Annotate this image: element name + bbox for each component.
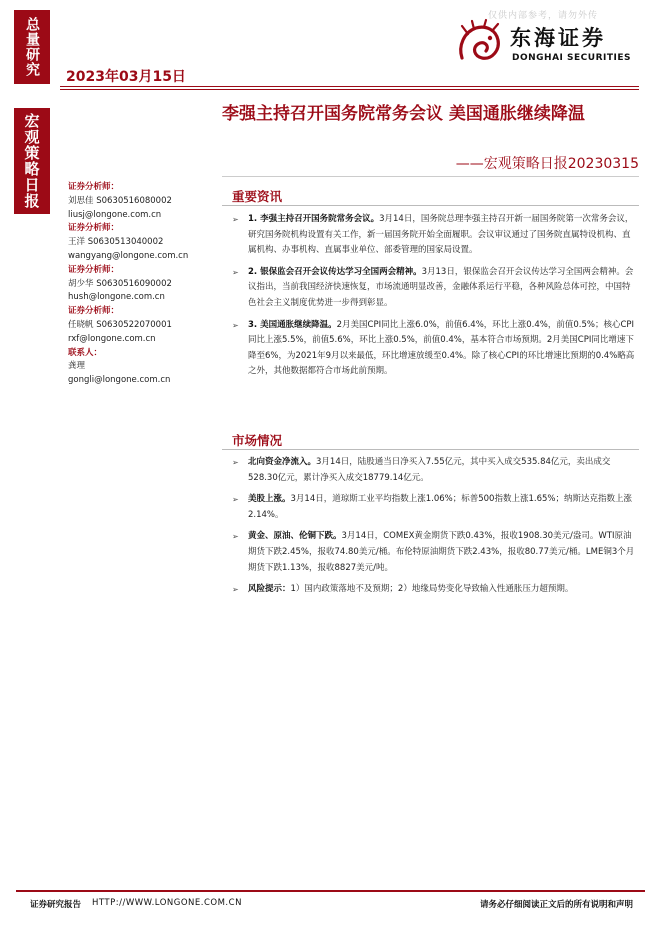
news-item-headline: 1. 李强主持召开国务院常务会议。 [248,214,380,224]
analyst-entry [68,264,218,305]
analyst-email[interactable]: rxf@longone.com.cn [68,333,156,344]
analyst-entry [68,305,218,346]
market-heading: 市场情况 [232,433,283,448]
contact-entry [68,347,218,388]
analyst-entry [68,181,218,222]
arrow-bullet-icon: ➢ [232,267,239,277]
news-list [232,212,638,386]
analyst-name: 胡少华 S0630516090002 [68,278,172,289]
watermark: 仅供内部参考，请勿外传 [488,11,599,21]
market-item-text: 3月14日，COMEX黄金期货下跌0.43%，报收1908.30美元/盎司。WTI原油期货下跌2.45%，报收74.80美元/桶。布伦特原油期货下跌2.43%，报收80.77美元/桶。LME铜3个月期货下跌1.13%，报收8827美元/吨。 [248,531,635,573]
market-item-headline: 美股上涨。 [248,494,291,505]
footer-disclaimer: 请务必仔细阅读正文后的所有说明和声明 [479,900,633,910]
subtitle-divider [222,176,639,177]
report-subtitle: ——宏观策略日报20230315 [455,156,639,172]
market-item-text: 3月14日，陆股通当日净买入7.55亿元，其中买入成交535.84亿元，卖出成交528.30亿元，累计净买入成交18779.14亿元。 [248,457,611,483]
analyst-role: 证券分析师： [68,182,120,192]
report-type-label: 宏观策略日报 [14,108,50,214]
news-item [232,318,638,380]
market-divider [222,449,639,450]
analyst-role: 证券分析师： [68,223,120,234]
dragon-logo-icon [454,18,504,68]
news-item-text: 3月13日，银保监会召开会议传达学习全国两会精神。会议指出，当前我国经济快速恢复，市场流通明显改善，金融体系运行平稳，各种风险总体可控，中国特色社会主义制度优势进一步得到彰显。 [248,266,634,308]
news-item-text: 3月14日，国务院总理李强主持召开新一届国务院第一次常务会议，研究国务院机构设置有关工作，新一届国务院开始全面履职。会议审议通过了国务院直属特设机构、直属机构、办事机构、直属事业单位、部委管理的国家局设置。 [248,214,634,256]
arrow-bullet-icon: ➢ [232,320,239,330]
page-title: 李强主持召开国务院常务会议 美国通胀继续降温 [222,104,585,124]
news-item-text: 2月美国CPI同比上涨6.0%，前值6.4%，环比上涨0.4%，前值0.5%；核心CPI同比上涨5.5%，前值5.6%，环比上涨0.5%，前值0.4%，基本符合市场预期。2月美国CPI同比增速下降至6%，为2021年9月以来最低，环比增速放缓至0.4%。除了核心CPI的环比增速比预期的0.4%略高之外，其他数据都符合市场此前预期。 [248,319,635,377]
analyst-role: 证券分析师： [68,306,120,317]
header-divider [60,89,639,90]
market-item-text: 3月14日，道琼斯工业平均指数上涨1.06%；标普500指数上涨1.65%；纳斯达克指数上涨2.14%。 [248,494,632,520]
report-date: 2023年03月15日 [66,69,186,85]
analyst-email[interactable]: hush@longone.com.cn [68,292,165,303]
market-item [232,455,638,486]
news-item [232,212,638,259]
analyst-entry [68,222,218,263]
market-item-headline: 黄金、原油、伦铜下跌。 [248,531,342,542]
header-divider [60,86,639,87]
brand-name: 东海证券 [510,26,606,50]
market-item [232,492,638,523]
risk-item-headline: 风险提示： [248,584,291,595]
arrow-bullet-icon: ➢ [232,532,239,542]
risk-item-text: 1）国内政策落地不及预期；2）地缘局势变化导致输入性通胀压力超预期。 [290,584,574,595]
arrow-bullet-icon: ➢ [232,585,239,595]
news-item-headline: 3. 美国通胀继续降温。 [248,319,337,330]
brand-name-en: DONGHAI SECURITIES [512,53,631,63]
contact-email[interactable]: gongli@longone.com.cn [68,375,171,386]
news-item [232,265,638,312]
arrow-bullet-icon: ➢ [232,215,239,224]
news-heading: 重要资讯 [232,189,283,204]
market-item-headline: 北向资金净流入。 [248,457,317,467]
analyst-role: 证券分析师： [68,264,120,275]
contact-role: 联系人： [68,347,103,358]
analyst-list [68,181,218,388]
arrow-bullet-icon: ➢ [232,495,239,505]
analyst-name: 刘思佳 S0630516080002 [68,195,172,206]
category-label: 总量研究 [14,10,50,84]
arrow-bullet-icon: ➢ [232,458,239,467]
analyst-email[interactable]: wangyang@longone.com.cn [68,250,189,261]
footer-label: 证券研究报告 [30,900,82,910]
news-divider [222,205,639,206]
footer-divider [16,890,645,892]
market-item [232,529,638,576]
contact-name: 龚理 [68,361,86,372]
analyst-name: 任晓帆 S0630522070001 [68,319,172,330]
market-list [232,455,638,604]
news-item-headline: 2. 银保监会召开会议传达学习全国两会精神。 [248,266,422,277]
analyst-name: 王洋 S0630513040002 [68,237,164,248]
risk-item [232,582,638,598]
footer-link[interactable]: HTTP://WWW.LONGONE.COM.CN [92,898,242,908]
analyst-email[interactable]: liusj@longone.com.cn [68,209,162,220]
